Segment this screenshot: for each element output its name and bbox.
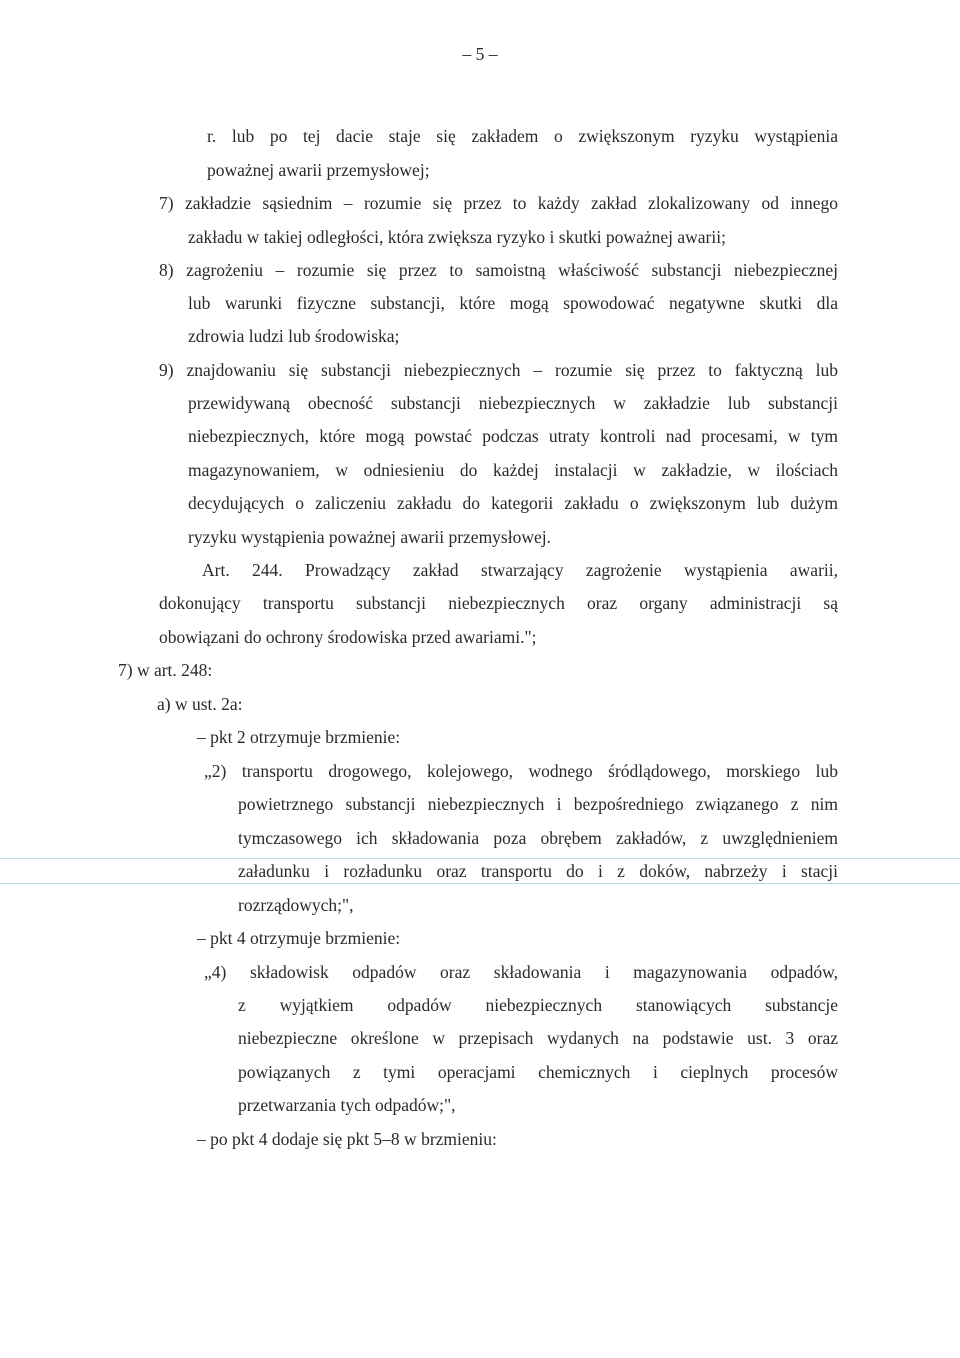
amendment-7a-heading: a) w ust. 2a: xyxy=(157,694,243,714)
pkt2-line-2: powietrznego substancji niebezpiecznych i bezpośredniego związanego z nim xyxy=(238,794,838,814)
pkt4-line-3: niebezpieczne określone w przepisach wydanych na podstawie ust. 3 oraz xyxy=(238,1028,838,1048)
def8-line-3: zdrowia ludzi lub środowiska; xyxy=(188,326,400,346)
amendment-7-heading: 7) w art. 248: xyxy=(118,660,213,680)
def9-line-4: magazynowaniem, w odniesieniu do każdej instalacji w zakładzie, w ilościach xyxy=(188,460,838,480)
def9-line-2: przewidywaną obecność substancji niebezpiecznych w zakładzie lub substancji xyxy=(188,393,838,413)
pkt2-line-1: „2) transportu drogowego, kolejowego, wodnego śródlądowego, morskiego lub xyxy=(204,761,838,781)
pkt4-line-2: z wyjątkiem odpadów niebezpiecznych stanowiących substancje xyxy=(238,995,838,1015)
def7-line-2: zakładu w takiej odległości, która zwiększa ryzyko i skutki poważnej awarii; xyxy=(188,227,726,247)
scan-artifact-line xyxy=(0,858,960,859)
def9-line-6: ryzyku wystąpienia poważnej awarii przemysłowej. xyxy=(188,527,551,547)
pkt2-intro: – pkt 2 otrzymuje brzmienie: xyxy=(197,727,401,747)
def7-line-1: 7) zakładzie sąsiednim – rozumie się przez to każdy zakład zlokalizowany od innego xyxy=(159,193,838,213)
def8-line-2: lub warunki fizyczne substancji, które mogą spowodować negatywne skutki dla xyxy=(188,293,838,313)
pkt4-line-4: powiązanych z tymi operacjami chemicznych i cieplnych procesów xyxy=(238,1062,838,1082)
page-number: – 5 – xyxy=(462,44,498,64)
art244-line-3: obowiązani do ochrony środowiska przed awariami."; xyxy=(159,627,537,647)
pkt4-intro: – pkt 4 otrzymuje brzmienie: xyxy=(197,928,401,948)
def9-line-5: decydujących o zaliczeniu zakładu do kategorii zakładu o zwiększonym lub dużym xyxy=(188,493,838,513)
art244-line-1: Art. 244. Prowadzący zakład stwarzający zagrożenie wystąpienia awarii, xyxy=(202,560,838,580)
pkt2-line-5: rozrządowych;", xyxy=(238,895,354,915)
def6-line-2: poważnej awarii przemysłowej; xyxy=(207,160,430,180)
pkt5-8-intro: – po pkt 4 dodaje się pkt 5–8 w brzmieniu: xyxy=(197,1129,497,1149)
pkt2-line-4: załadunku i rozładunku oraz transportu do i z doków, nabrzeży i stacji xyxy=(238,861,838,881)
def9-line-3: niebezpiecznych, które mogą powstać podczas utraty kontroli nad procesami, w tym xyxy=(188,426,838,446)
scan-artifact-line xyxy=(0,883,960,884)
pkt2-line-3: tymczasowego ich składowania poza obrębem zakładów, z uwzględnieniem xyxy=(238,828,838,848)
art244-line-2: dokonujący transportu substancji niebezpiecznych oraz organy administracji są xyxy=(159,593,838,613)
pkt4-line-5: przetwarzania tych odpadów;", xyxy=(238,1095,456,1115)
def9-line-1: 9) znajdowaniu się substancji niebezpiecznych – rozumie się przez to faktyczną lub xyxy=(159,360,838,380)
pkt4-line-1: „4) składowisk odpadów oraz składowania i magazynowania odpadów, xyxy=(204,962,838,982)
def6-line-1: r. lub po tej dacie staje się zakładem o zwiększonym ryzyku wystąpienia xyxy=(207,126,838,146)
def8-line-1: 8) zagrożeniu – rozumie się przez to samoistną właściwość substancji niebezpiecznej xyxy=(159,260,838,280)
